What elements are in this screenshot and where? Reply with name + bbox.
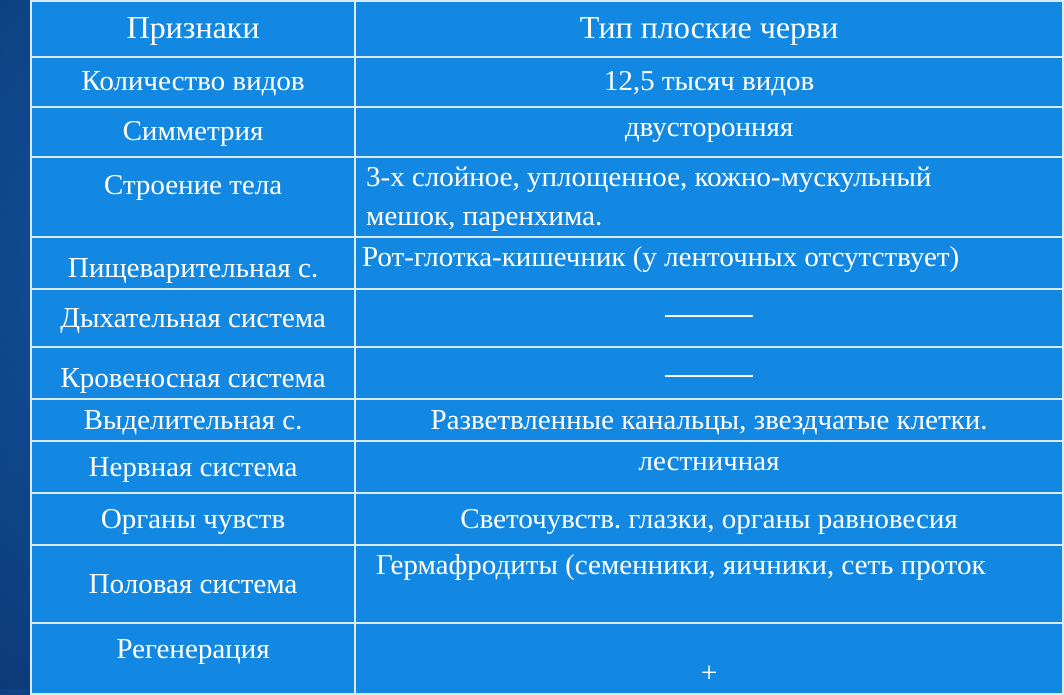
row-value: 12,5 тысяч видов (355, 57, 1063, 107)
row-value: 3-х слойное, уплощенное, кожно-мускульный мешок, паренхима. (355, 157, 1063, 237)
table-row (31, 107, 1063, 157)
table-row (31, 57, 1063, 107)
header-cell-flatworms: Тип плоские черви (355, 1, 1063, 57)
row-label: Пищеварительная с. (31, 237, 355, 289)
row-value-dash (355, 347, 1063, 399)
table-row (31, 157, 1063, 237)
table-row (31, 289, 1063, 347)
row-value: Рот-глотка-кишечник (у ленточных отсутствует) (355, 237, 1063, 289)
row-value-dash (355, 289, 1063, 347)
row-label: Нервная система (31, 441, 355, 493)
row-label: Органы чувств (31, 493, 355, 545)
row-label: Количество видов (31, 57, 355, 107)
row-value: Светочувств. глазки, органы равновесия (355, 493, 1063, 545)
dash-line (665, 315, 753, 317)
row-value: лестничная (355, 441, 1063, 493)
table-row (31, 441, 1063, 493)
table-header-row (31, 1, 1063, 57)
row-label: Регенерация (31, 623, 355, 694)
table-row (31, 237, 1063, 289)
table-row (31, 545, 1063, 623)
table-row (31, 347, 1063, 399)
row-value: + (355, 623, 1063, 694)
row-label: Кровеносная система (31, 347, 355, 399)
row-label: Строение тела (31, 157, 355, 237)
row-value: Гермафродиты (семенники, яичники, сеть проток (355, 545, 1063, 623)
header-cell-features: Признаки (31, 1, 355, 57)
table-row (31, 493, 1063, 545)
row-label: Выделительная с. (31, 399, 355, 441)
row-label: Дыхательная система (31, 289, 355, 347)
table-row (31, 623, 1063, 694)
dash-line (665, 375, 753, 377)
row-value: двусторонняя (355, 107, 1063, 157)
row-label: Симметрия (31, 107, 355, 157)
table-row (31, 399, 1063, 441)
row-value: Разветвленные канальцы, звездчатые клетки. (355, 399, 1063, 441)
comparison-table (30, 0, 1064, 695)
row-label: Половая система (31, 545, 355, 623)
